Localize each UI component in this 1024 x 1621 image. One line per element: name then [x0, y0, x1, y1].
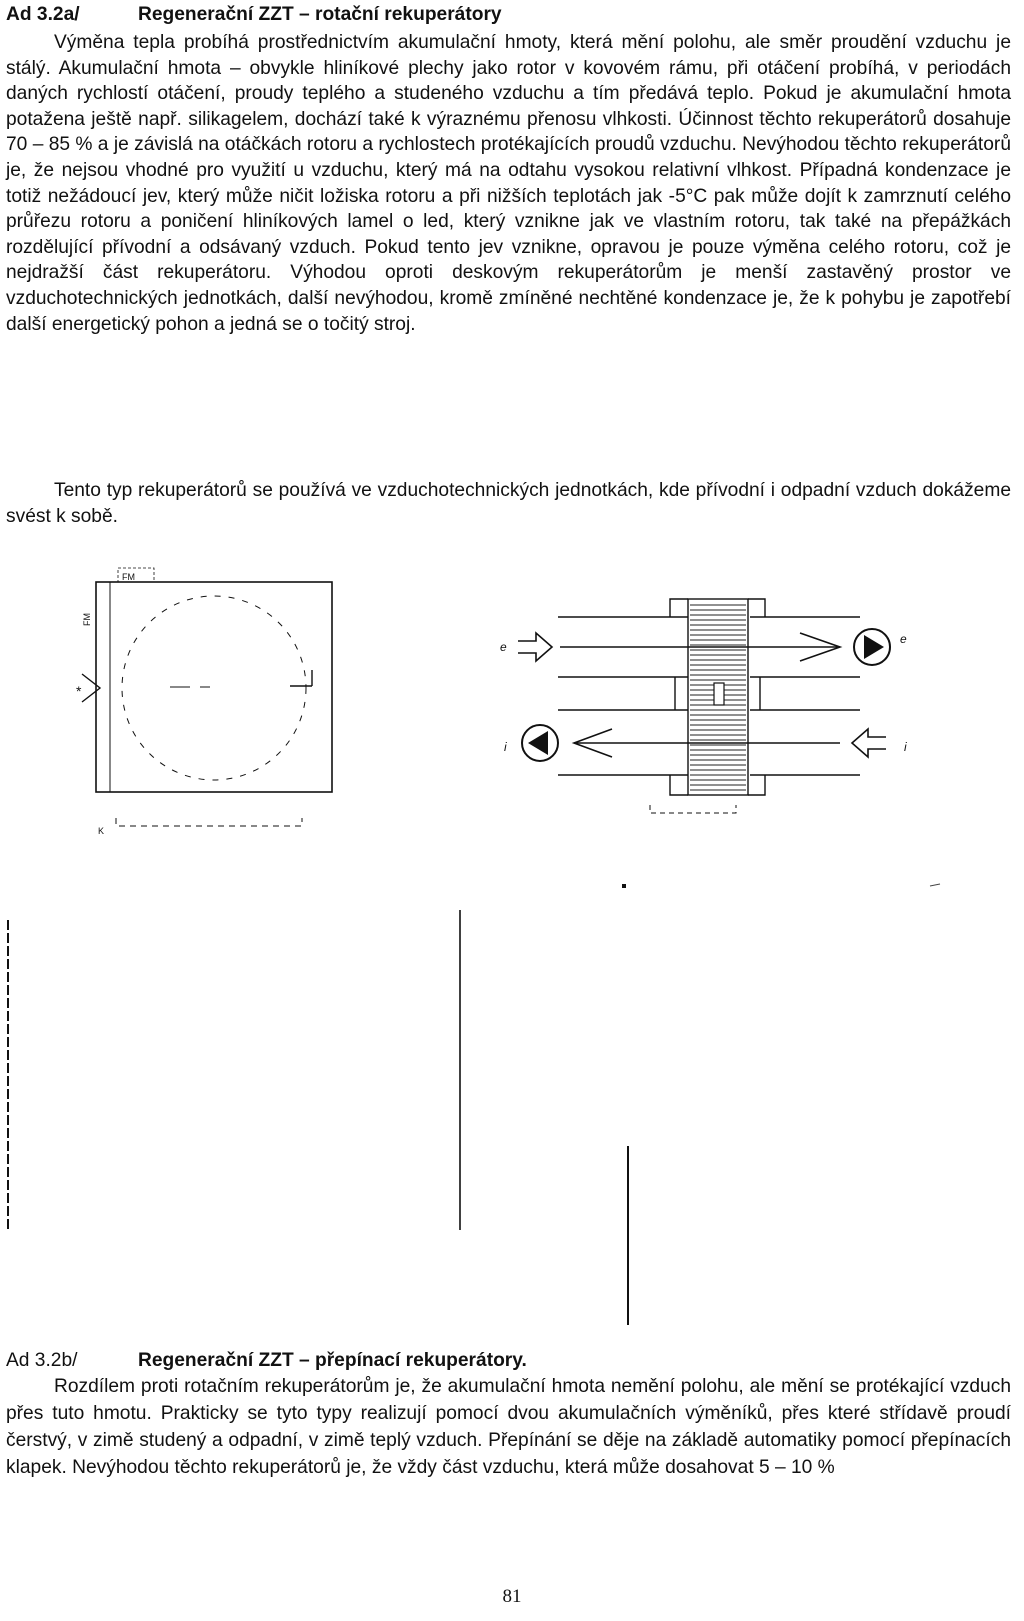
k-label: K: [98, 826, 105, 836]
section-a-title: Regenerační ZZT – rotační rekuperátory: [138, 4, 502, 25]
flange-bottom-left: [670, 775, 688, 795]
label-i-right: i: [904, 740, 907, 754]
section-b-heading: [6, 1348, 527, 1374]
section-a-heading: [6, 2, 502, 28]
section-a-number: Ad 3.2a/: [6, 4, 80, 25]
fm-top-label: FM: [122, 572, 135, 582]
inlet-chevron: [82, 674, 100, 702]
label-e-left: e: [500, 640, 507, 654]
rotor-schematic-figure: [76, 570, 360, 860]
rotor-bottom-dimension: [116, 818, 302, 826]
section-a-paragraph-2: Tento typ rekuperátorů se používá ve vzduchotechnických jednotkách, kde přívodní i odpadní vzduch dokážeme svést k sobě.: [6, 480, 1011, 527]
section-b-number: Ad 3.2b/: [6, 1350, 78, 1371]
flange-top-right: [748, 599, 765, 617]
flange-top-left: [670, 599, 688, 617]
inlet-arrow-label: *: [76, 683, 82, 699]
fm-side-label: FM: [82, 613, 92, 626]
exchanger-bottom-dimension: [650, 805, 736, 813]
label-i-left: i: [504, 740, 507, 754]
indoor-inlet-arrow-icon: [852, 729, 886, 757]
label-e-right: e: [900, 632, 907, 646]
exchanger-center-partition: [714, 683, 724, 705]
page-number: 81: [502, 1586, 522, 1607]
rotor-frame: [96, 582, 332, 792]
section-b-paragraph: Rozdílem proti rotačním rekuperátorům je, že akumulační hmota nemění polohu, ale mění se protékající vzduch přes tuto hmotu. Prakticky se tyto typy realizují pomocí dvou akumulačních výměníků, přes které střídavě proudí čerstvý, v zimě studený a odpadní, v zimě teplý vzduch. Přepínání se děje na základě automatiky pomocí přepínacích klapek. Nevýhodou těchto rekuperátorů je, že vždy část vzduchu, která může dosahovat 5 – 10 %: [6, 1376, 1011, 1478]
section-a-paragraph-1: Výměna tepla probíhá prostřednictvím akumulační hmoty, která mění polohu, ale směr proudění vzduchu je stálý. Akumulační hmota – obvykle hliníkové plechy jako rotor v kovovém rámu, při otáčení probíhá, v periodách daných rychlostí otáčení, proudy teplého a studeného vzduchu a tím předává teplo. Pokud je akumulační hmota potažena ještě např. silikagelem, dochází také k výraznému přenosu vlhkosti. Účinnost těchto rekuperátorů dosahuje 70 – 85 % a je závislá na otáčkách rotoru a rychlostech protékajících proudů vzduchu. Nevýhodou těchto rekuperátorů je, že nejsou vhodné pro využití u vzduchu, který má na odtahu vysokou relativní vlhkost. Případná kondenzace je totiž nežádoucí jev, který může ničit ložiska rotoru a při nižších teplotách jak -5°C pak může dojít k zamrznutí celého průřezu rotoru a poničení hliníkových lamel o led, který vznikne jak ve vlastním rotoru, tak také na přepážkách rozdělující přívodní a odsávaný vzduch. Pokud tento jev vznikne, opravou je pouze výměna celého rotoru, což je nejdražší část rekuperátoru. Výhodou oproti deskovým rekuperátorům je menší zastavěný prostor ve vzduchotechnických jednotkách, další nevýhodou, kromě zmíněné nechtěné kondenzace je, že k pohybu je zapotřebí další energetický pohon a jedná se o točitý stroj.: [6, 32, 1011, 335]
scan-artifact-lines: [0, 870, 1024, 1330]
outdoor-inlet-arrow-icon: [518, 633, 552, 661]
flow-schematic-figure: [500, 585, 1020, 845]
section-b-title: Regenerační ZZT – přepínací rekuperátory.: [138, 1350, 527, 1371]
flange-bottom-right: [748, 775, 765, 795]
rotor-wheel-circle: [122, 596, 306, 780]
